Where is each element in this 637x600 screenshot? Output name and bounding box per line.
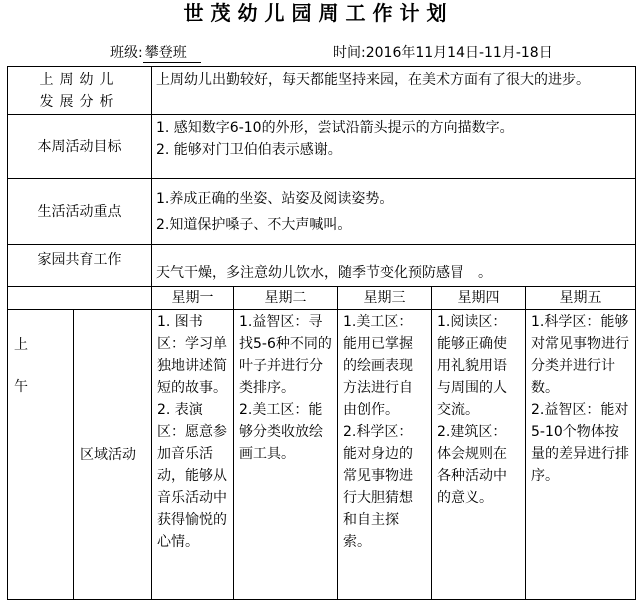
- last-week-content: 上周幼儿出勤较好，每天都能坚持来园，在美术方面有了很大的进步。: [152, 67, 636, 115]
- home-label: 家园共育工作: [8, 245, 152, 287]
- activity-cell: 1. 图书区：学习单独地讲述简短的故事。 2. 表演区：愿意参加音乐活动，能够从音乐活动中获得愉悦的心情。: [152, 310, 234, 600]
- home-row: [8, 245, 636, 287]
- day-header: 星期二: [234, 287, 338, 310]
- goal-item: 1. 感知数字6-10的外形，尝试沿箭头提示的方向描数字。: [156, 120, 514, 136]
- home-content: 天气干燥，多注意幼儿饮水，随季节变化预防感冒 。: [152, 245, 636, 287]
- life-label: 生活活动重点: [8, 179, 152, 245]
- activity-cell: 1.益智区：寻找5-6种不同的叶子并进行分类排序。 2.美工区：能够分类收放绘画工具。: [234, 310, 338, 600]
- day-header: 星期五: [526, 287, 636, 310]
- class-label: 班级:: [110, 45, 143, 61]
- area-activity-row: [8, 310, 636, 600]
- day-header: 星期四: [432, 287, 526, 310]
- life-content: [152, 179, 636, 245]
- page-title: 世茂幼儿园周工作计划: [183, 1, 454, 25]
- day-header: 星期一: [152, 287, 234, 310]
- time-info: [333, 44, 553, 62]
- last-week-label: 上周幼儿 发展分析: [8, 67, 152, 115]
- life-item: 2.知道保护嗓子、不大声喊叫。: [156, 216, 352, 233]
- weekday-header-row: [8, 287, 636, 310]
- day-header: 星期三: [338, 287, 432, 310]
- goals-row: [8, 115, 636, 179]
- last-week-row: [8, 67, 636, 115]
- area-activity-label: 区域活动: [74, 310, 152, 600]
- time-value: 2016年11月14日-11月-18日: [365, 45, 553, 61]
- activity-cell: 1.美工区：能用已掌握的绘画表现方法进行自由创作。 2.科学区：能对身边的常见事物进行大胆猜想和自主探索。: [338, 310, 432, 600]
- class-name: 攀登班: [143, 44, 201, 63]
- morning-label: 上 午: [8, 310, 74, 600]
- goals-content: [152, 115, 636, 179]
- goal-item: 2. 能够对门卫伯伯表示感谢。: [156, 142, 342, 158]
- activity-cell: 1.科学区：能够对常见事物进行分类并进行计数。 2.益智区：能对5-10个物体按量的差异进行排序。: [526, 310, 636, 600]
- activity-cell: 1.阅读区：能够正确使用礼貌用语与周围的人交流。 2.建筑区：体会规则在各种活动中的意义。: [432, 310, 526, 600]
- weekly-plan-table: [7, 66, 636, 600]
- life-row: [8, 179, 636, 245]
- goals-label: 本周活动目标: [8, 115, 152, 179]
- class-info: [110, 44, 201, 63]
- life-item: 1.养成正确的坐姿、站姿及阅读姿势。: [156, 190, 394, 207]
- time-label: 时间:: [333, 45, 366, 61]
